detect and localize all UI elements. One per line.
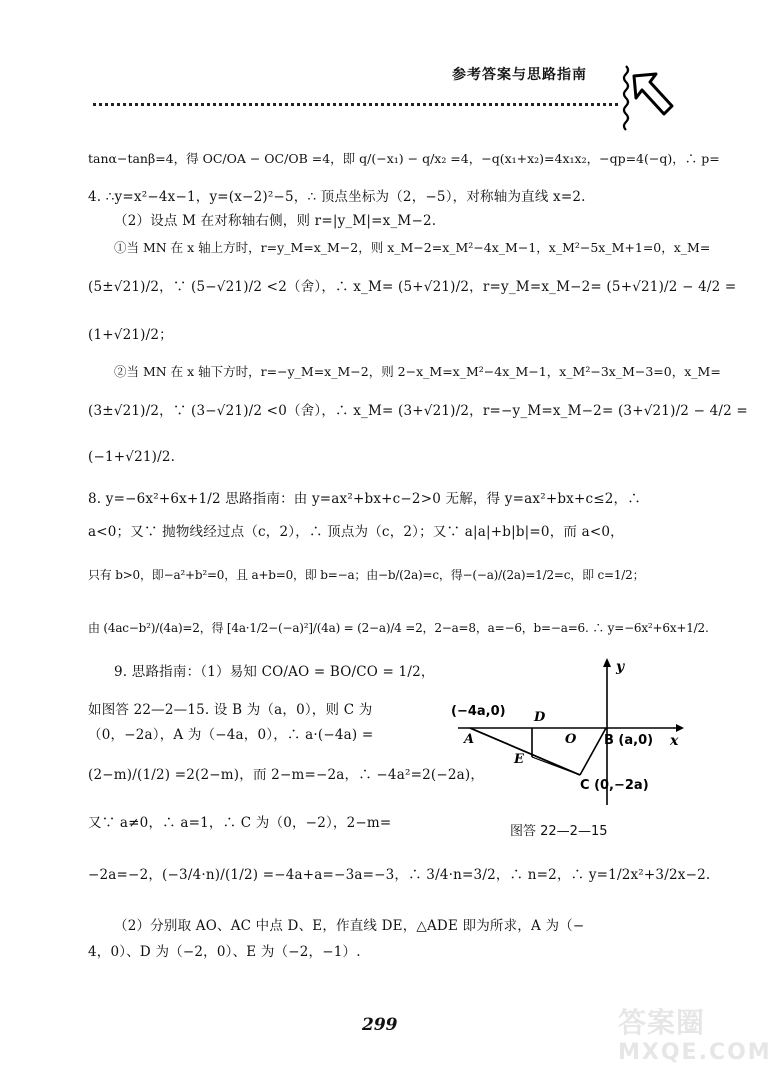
label-D: D — [534, 710, 546, 725]
text-line: 由 (4ac−b²)/(4a)=2，得 [4a·1/2−(−a)²]/(4a) = (2−a)/4 =2，2−a=8，a=−6，b=−a=6. ∴ y=−6x²+6x+1/2. — [88, 621, 709, 635]
segment-AC-extend — [470, 728, 580, 775]
text-line: （2）设点 M 在对称轴右侧，则 r=|y_M|=x_M−2. — [114, 213, 437, 229]
text-line: 如图答 22—2—15. 设 B 为（a，0），则 C 为 — [88, 702, 373, 718]
header-dotted-rule — [93, 103, 618, 106]
text-line: （0，−2a），A 为（−4a，0），∴ a·(−4a) = — [88, 727, 374, 743]
watermark-line2: MXQE.COM — [618, 1040, 772, 1065]
figure-caption: 图答 22—2—15 — [510, 824, 608, 839]
segment-EC — [532, 757, 580, 775]
page-number: 299 — [362, 1015, 398, 1035]
watermark-line1: 答案圈 — [618, 1006, 706, 1039]
text-line: tanα−tanβ=4，得 OC/OA − OC/OB =4，即 q/(−x₁) − q/x₂ =4，−q(x₁+x₂)=4x₁x₂，−qp=4(−q)，∴ p= — [88, 151, 720, 166]
text-line: a<0；又∵ 抛物线经过点（c，2），∴ 顶点为（c，2）；又∵ a|a|+b|b|=0，而 a<0， — [88, 524, 624, 540]
running-header-title: 参考答案与思路指南 — [452, 67, 587, 83]
label-A-coord: (−4a,0) — [451, 704, 506, 719]
label-C: C (0,−2a) — [580, 778, 649, 793]
watermark-logo — [618, 1008, 772, 1068]
y-axis-arrow-icon — [603, 658, 611, 667]
text-line: ②当 MN 在 x 轴下方时，r=−y_M=x_M−2，则 2−x_M=x_M²−4x_M−1，x_M²−3x_M−3=0，x_M= — [114, 364, 721, 379]
text-line: 4. ∴y=x²−4x−1，y=(x−2)²−5，∴ 顶点坐标为（2，−5），对称轴为直线 x=2. — [88, 189, 586, 205]
text-line: 9. 思路指南：（1）易知 CO/AO = BO/CO = 1/2， — [114, 664, 435, 680]
text-line: (3±√21)/2，∵ (3−√21)/2 <0（舍），∴ x_M= (3+√21)/2，r=−y_M=x_M−2= (3+√21)/2 − 4/2 = — [88, 403, 748, 419]
text-line: (1+√21)/2； — [88, 327, 173, 343]
label-x: x — [670, 733, 679, 749]
segment-CB — [580, 728, 606, 775]
text-line: （2）分别取 AO、AC 中点 D、E，作直线 DE，△ADE 即为所求，A 为（− — [114, 918, 585, 934]
text-line: (2−m)/(1/2) =2(2−m)，而 2−m=−2a，∴ −4a²=2(−2a)， — [88, 767, 485, 783]
text-line: 4，0）、D 为（−2，0）、E 为（−2，−1）. — [88, 944, 361, 960]
x-axis-arrow-icon — [676, 724, 684, 732]
text-line: ①当 MN 在 x 轴上方时，r=y_M=x_M−2，则 x_M−2=x_M²−4x_M−1，x_M²−5x_M+1=0，x_M= — [114, 240, 711, 255]
text-line: (−1+√21)/2. — [88, 449, 176, 465]
text-line: (5±√21)/2，∵ (5−√21)/2 <2（舍），∴ x_M= (5+√21)/2，r=y_M=x_M−2= (5+√21)/2 − 4/2 = — [88, 279, 737, 295]
text-line: −2a=−2，(−3/4·n)/(1/2) =−4a+a=−3a=−3，∴ 3/4·n=3/2，∴ n=2，∴ y=1/2x²+3/2x−2. — [88, 867, 711, 883]
label-B: B (a,0) — [604, 733, 654, 748]
corner-arrow-icon — [620, 62, 676, 134]
label-y: y — [616, 659, 625, 675]
label-A: A — [464, 732, 475, 747]
label-O: O — [565, 732, 577, 747]
text-line: 只有 b>0，即−a²+b²=0，且 a+b=0，即 b=−a；由−b/(2a)=c，得−(−a)/(2a)=1/2=c，即 c=1/2； — [88, 568, 645, 582]
label-E: E — [514, 752, 524, 767]
text-line: 8. y=−6x²+6x+1/2 思路指南：由 y=ax²+bx+c−2>0 无解，得 y=ax²+bx+c≤2，∴ — [88, 491, 641, 507]
text-line: 又∵ a≠0，∴ a=1，∴ C 为（0，−2），2−m= — [88, 815, 392, 831]
